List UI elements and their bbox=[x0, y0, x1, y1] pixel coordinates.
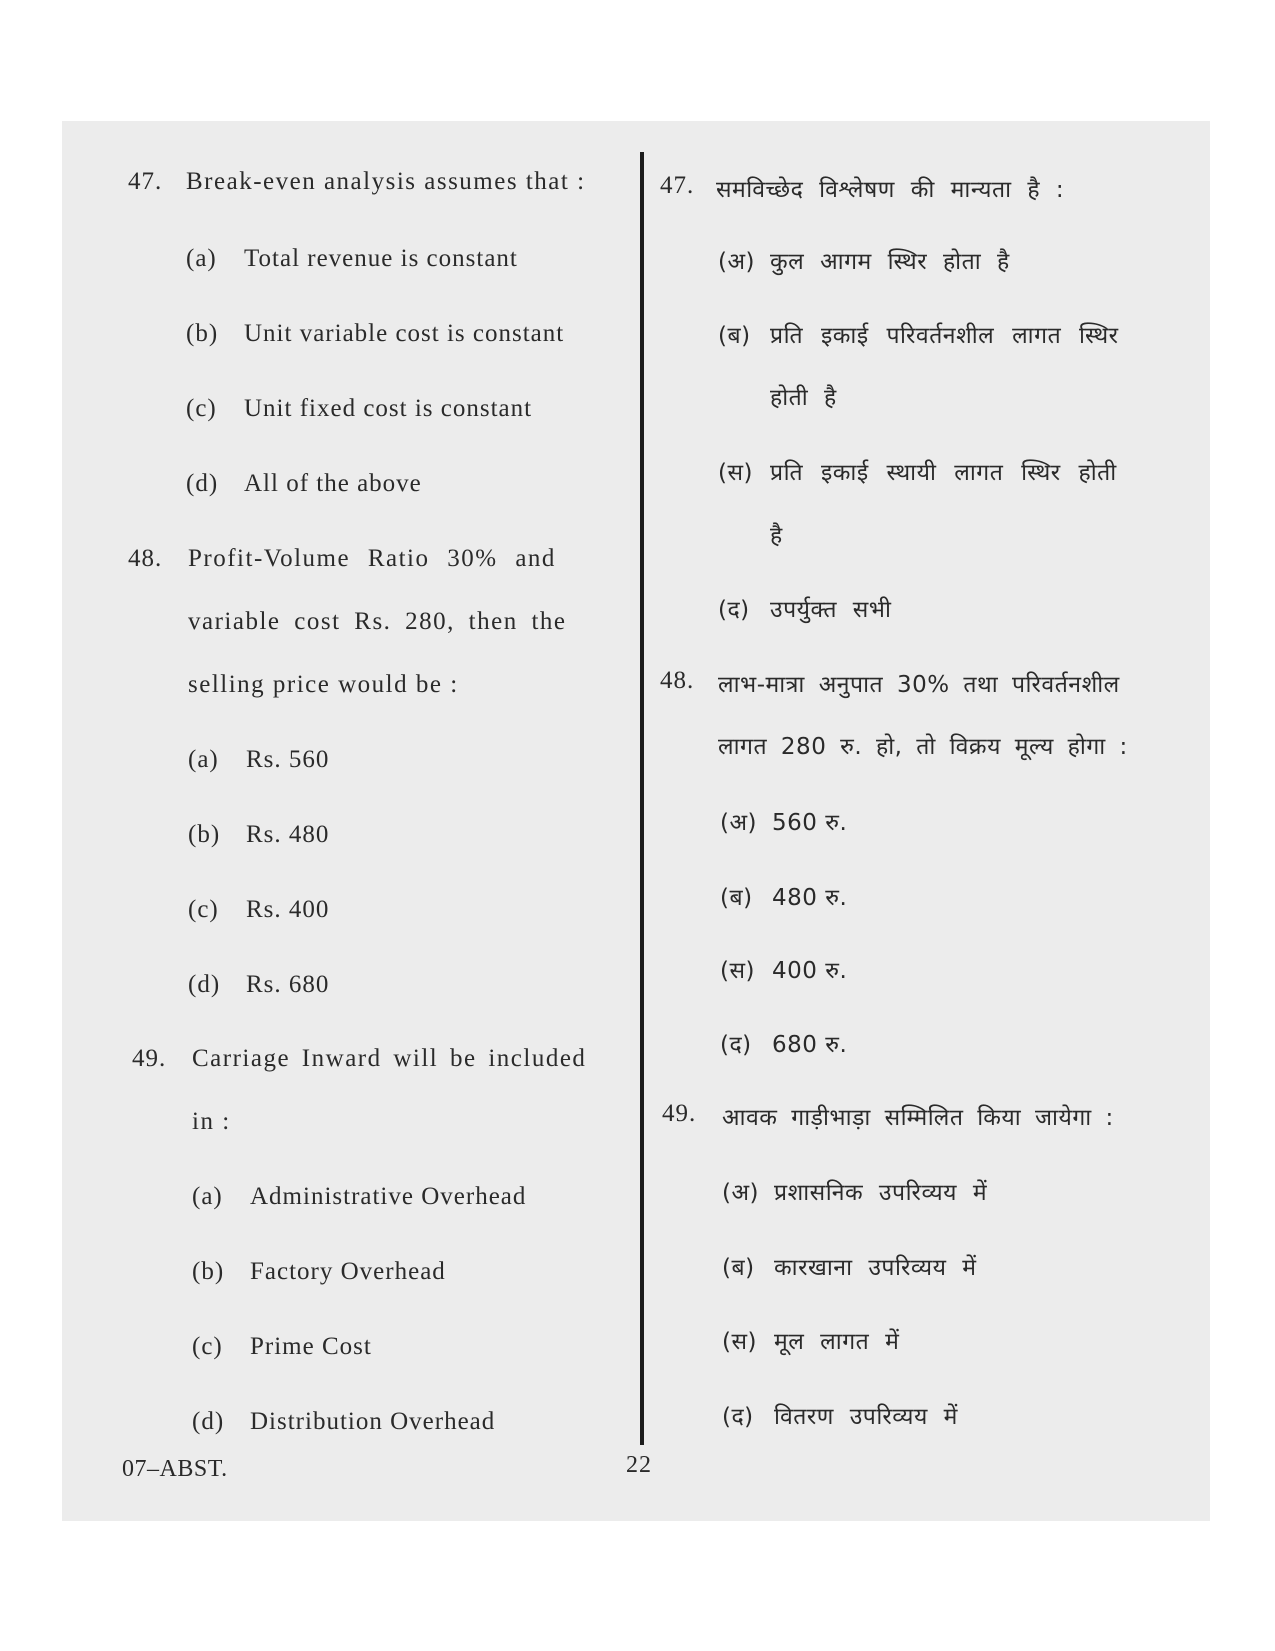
en-q48-option-c bbox=[188, 896, 329, 924]
option-text: 480 रु. bbox=[772, 885, 848, 911]
hi-q47-option-c bbox=[718, 455, 1117, 487]
en-q47-option-a bbox=[186, 245, 518, 273]
option-text: वितरण उपरिव्यय में bbox=[774, 1404, 958, 1430]
option-text: प्रशासनिक उपरिव्यय में bbox=[774, 1180, 988, 1206]
en-q48-option-b bbox=[188, 821, 329, 849]
option-label: (a) bbox=[192, 1183, 223, 1210]
option-label: (स) bbox=[720, 958, 755, 984]
page-number: 22 bbox=[626, 1452, 652, 1478]
en-q47-number: 47. bbox=[128, 168, 163, 195]
en-q49-option-b bbox=[192, 1258, 446, 1286]
option-label: (a) bbox=[186, 245, 217, 272]
option-text: Unit fixed cost is constant bbox=[244, 395, 533, 422]
option-label: (a) bbox=[188, 746, 219, 773]
option-text: 400 रु. bbox=[772, 958, 848, 984]
hi-q48-option-b bbox=[720, 880, 847, 912]
hi-q48-option-c bbox=[720, 953, 847, 985]
en-q49-number: 49. bbox=[132, 1045, 167, 1072]
hi-q48-line-2: लागत 280 रु. हो, तो विक्रय मूल्य होगा : bbox=[718, 734, 1128, 760]
en-q47-option-c bbox=[186, 395, 532, 423]
hi-q47-text: समविच्छेद विश्लेषण की मान्यता है : bbox=[716, 177, 1065, 203]
option-label: (द) bbox=[720, 1032, 752, 1058]
hi-q48-option-a bbox=[720, 805, 847, 837]
hi-q48-option-d bbox=[720, 1027, 847, 1059]
en-q49-option-c bbox=[192, 1333, 372, 1361]
en-q47-text: Break-even analysis assumes that : bbox=[186, 168, 586, 195]
hi-q47-option-d bbox=[718, 592, 891, 624]
option-label: (ब) bbox=[722, 1255, 755, 1281]
hi-q47-number: 47. bbox=[660, 172, 695, 199]
option-label: (c) bbox=[186, 395, 217, 422]
option-text: 560 रु. bbox=[772, 810, 848, 836]
en-q47-option-b bbox=[186, 320, 564, 348]
hi-q47-option-b-line-2: होती है bbox=[770, 385, 837, 411]
option-text: Prime Cost bbox=[250, 1333, 372, 1360]
hi-q47-option-b bbox=[718, 318, 1119, 350]
option-text: मूल लागत में bbox=[774, 1329, 900, 1355]
option-label: (d) bbox=[192, 1408, 225, 1435]
option-label: (d) bbox=[188, 971, 221, 998]
en-q48-option-d bbox=[188, 971, 329, 999]
option-text: कुल आगम स्थिर होता है bbox=[770, 249, 1010, 275]
option-label: (c) bbox=[188, 896, 219, 923]
en-q48-line-1: Profit-Volume Ratio 30% and bbox=[188, 545, 556, 572]
hi-q49-text: आवक गाड़ीभाड़ा सम्मिलित किया जायेगा : bbox=[722, 1105, 1114, 1131]
column-divider bbox=[640, 152, 644, 1445]
option-label: (अ) bbox=[720, 810, 758, 836]
option-label: (स) bbox=[722, 1329, 757, 1355]
hi-q49-option-c bbox=[722, 1324, 899, 1356]
hi-q49-option-b bbox=[722, 1250, 976, 1282]
option-text: कारखाना उपरिव्यय में bbox=[774, 1255, 977, 1281]
option-text: उपर्युक्त सभी bbox=[770, 597, 892, 623]
option-label: (b) bbox=[186, 320, 219, 347]
option-text: Rs. 480 bbox=[246, 821, 330, 848]
paper-code: 07–ABST. bbox=[122, 1456, 228, 1482]
option-label: (द) bbox=[718, 597, 750, 623]
option-text: Unit variable cost is constant bbox=[244, 320, 565, 347]
option-text: 680 रु. bbox=[772, 1032, 848, 1058]
hi-q48-line-1: लाभ-मात्रा अनुपात 30% तथा परिवर्तनशील bbox=[718, 672, 1120, 698]
option-text: Total revenue is constant bbox=[244, 245, 518, 272]
hi-q49-option-d bbox=[722, 1399, 958, 1431]
option-label: (c) bbox=[192, 1333, 223, 1360]
hi-q48-number: 48. bbox=[660, 667, 695, 694]
hi-q47-option-c-line-2: है bbox=[770, 523, 783, 549]
en-q49-option-d bbox=[192, 1408, 495, 1436]
en-q48-option-a bbox=[188, 746, 329, 774]
en-q48-number: 48. bbox=[128, 545, 163, 572]
option-label: (b) bbox=[192, 1258, 225, 1285]
en-q49-line-2: in : bbox=[192, 1108, 231, 1135]
option-label: (b) bbox=[188, 821, 221, 848]
option-label: (ब) bbox=[720, 885, 753, 911]
option-label: (स) bbox=[718, 460, 753, 486]
option-text: Rs. 400 bbox=[246, 896, 330, 923]
en-q48-line-2: variable cost Rs. 280, then the bbox=[188, 608, 567, 635]
option-label: (अ) bbox=[718, 249, 756, 275]
en-q48-line-3: selling price would be : bbox=[188, 671, 459, 698]
option-text: प्रति इकाई परिवर्तनशील लागत स्थिर bbox=[770, 323, 1119, 349]
en-q47-option-d bbox=[186, 470, 422, 498]
en-q49-line-1: Carriage Inward will be included bbox=[192, 1045, 587, 1072]
option-text: प्रति इकाई स्थायी लागत स्थिर होती bbox=[770, 460, 1117, 486]
hi-q47-option-a bbox=[718, 244, 1010, 276]
option-text: Rs. 680 bbox=[246, 971, 330, 998]
hi-q49-option-a bbox=[722, 1175, 987, 1207]
en-q49-option-a bbox=[192, 1183, 526, 1211]
option-text: Distribution Overhead bbox=[250, 1408, 496, 1435]
option-label: (अ) bbox=[722, 1180, 760, 1206]
option-label: (d) bbox=[186, 470, 219, 497]
hi-q49-number: 49. bbox=[662, 1100, 697, 1127]
option-label: (ब) bbox=[718, 323, 751, 349]
option-text: Factory Overhead bbox=[250, 1258, 446, 1285]
option-text: Administrative Overhead bbox=[250, 1183, 527, 1210]
option-text: Rs. 560 bbox=[246, 746, 330, 773]
option-text: All of the above bbox=[244, 470, 422, 497]
option-label: (द) bbox=[722, 1404, 754, 1430]
